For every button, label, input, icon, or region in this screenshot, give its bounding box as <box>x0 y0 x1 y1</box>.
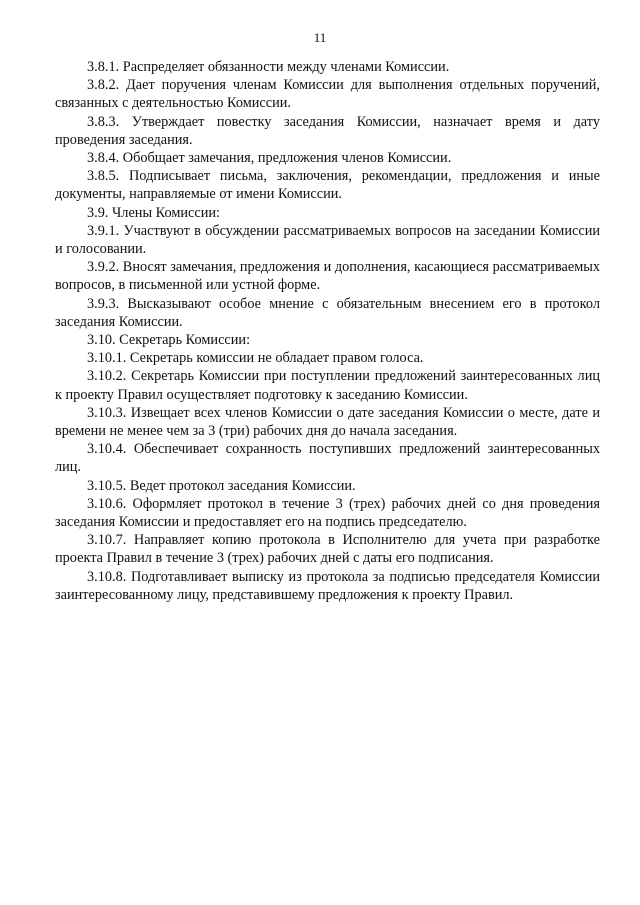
paragraph-3-10-1: 3.10.1. Секретарь комиссии не обладает правом голоса. <box>87 350 424 367</box>
paragraph-3-10-5: 3.10.5. Ведет протокол заседания Комиссии. <box>87 477 356 494</box>
paragraph-3-9-3: 3.9.3. Высказывают особое мнение с обязательным внесением его в протокол заседания Комиссии. <box>55 295 600 330</box>
paragraph-3-10-7: 3.10.7. Направляет копию протокола в Исполнителю для учета при разработке проекта Правил в течение 3 (трех) рабочих дней с даты его подписания. <box>55 532 600 567</box>
document-body <box>55 58 600 604</box>
paragraph-3-8-5: 3.8.5. Подписывает письма, заключения, рекомендации, предложения и иные документы, направляемые от имени Комиссии. <box>55 168 600 203</box>
paragraph-3-10: 3.10. Секретарь Комиссии: <box>87 332 251 349</box>
paragraph-3-10-8: 3.10.8. Подготавливает выписку из протокола за подписью председателя Комиссии заинтересованному лицу, представившему предложения к проекту Правил. <box>55 568 600 603</box>
paragraph-3-9: 3.9. Члены Комиссии: <box>87 204 220 221</box>
paragraph-3-8-2: 3.8.2. Дает поручения членам Комиссии для выполнения отдельных поручений, связанных с деятельностью Комиссии. <box>55 77 600 112</box>
paragraph-3-10-6: 3.10.6. Оформляет протокол в течение 3 (трех) рабочих дней со дня проведения заседания Комиссии и предоставляет его на подпись председателю. <box>55 495 600 531</box>
paragraph-3-9-1: 3.9.1. Участвуют в обсуждении рассматриваемых вопросов на заседании Комиссии и голосовании. <box>55 222 600 258</box>
paragraph-3-8-4: 3.8.4. Обобщает замечания, предложения членов Комиссии. <box>87 150 452 167</box>
page-number: 11 <box>313 30 327 45</box>
paragraph-3-10-4: 3.10.4. Обеспечивает сохранность поступивших предложений заинтересованных лиц. <box>55 441 600 476</box>
paragraph-3-8-3: 3.8.3. Утверждает повестку заседания Комиссии, назначает время и дату проведения заседания. <box>55 113 600 148</box>
paragraph-3-8-1: 3.8.1. Распределяет обязанности между членами Комиссии. <box>87 59 450 75</box>
paragraph-3-10-2: 3.10.2. Секретарь Комиссии при поступлении предложений заинтересованных лиц к проекту Правил осуществляет подготовку к заседанию Комиссии. <box>55 368 600 403</box>
paragraph-3-10-3: 3.10.3. Извещает всех членов Комиссии о дате заседания Комиссии о месте, дате и времени не менее чем за 3 (три) рабочих дня до начала заседания. <box>55 404 600 440</box>
paragraph-3-9-2: 3.9.2. Вносят замечания, предложения и дополнения, касающиеся рассматриваемых вопросов, в письменной или устной форме. <box>55 259 600 294</box>
